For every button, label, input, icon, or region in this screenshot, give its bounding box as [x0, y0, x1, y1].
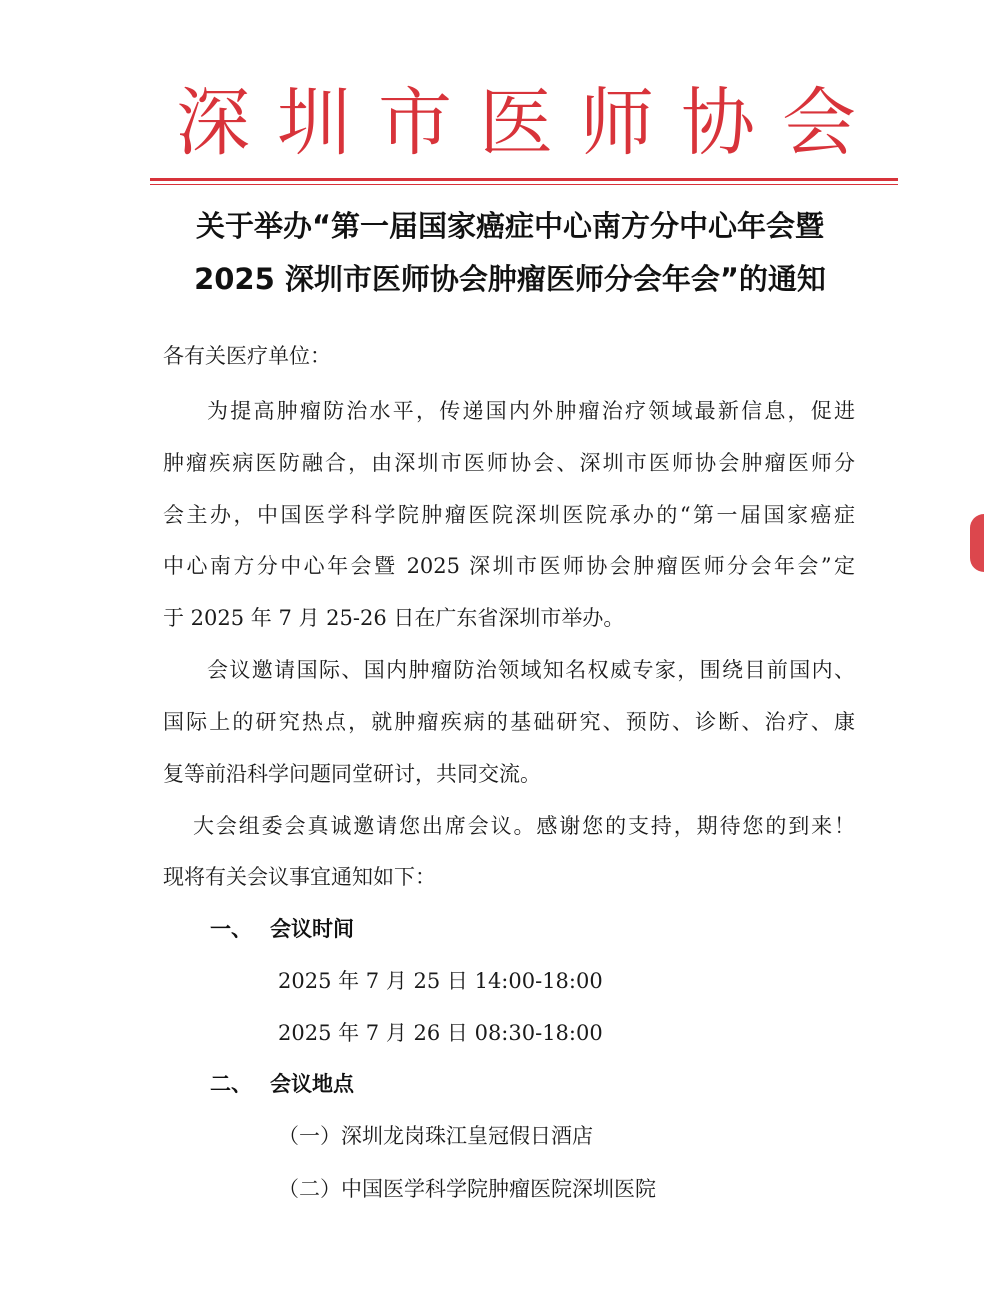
- letterhead-char: 医: [479, 80, 553, 166]
- paragraph-2-line: 国际上的研究热点，就肿瘤疾病的基础研究、预防、诊断、治疗、康: [163, 710, 855, 734]
- letterhead-char: 深: [176, 80, 250, 166]
- letterhead: [0, 78, 984, 168]
- document-title-line-2: 2025 深圳市医师协会肿瘤医师分会年会”的通知: [194, 262, 826, 296]
- paragraph-2-line: 复等前沿科学问题同堂研讨，共同交流。: [163, 762, 541, 786]
- meeting-location-item: （二）中国医学科学院肿瘤医院深圳医院: [278, 1177, 656, 1201]
- letterhead-char: 会: [782, 80, 856, 166]
- meeting-time-item: 2025 年 7 月 26 日 08:30-18:00: [278, 1021, 603, 1045]
- section-1-title: 会议时间: [270, 917, 354, 941]
- paragraph-3-line: 大会组委会真诚邀请您出席会议。感谢您的支持，期待您的到来！: [193, 814, 855, 838]
- letterhead-char: 圳: [277, 80, 351, 166]
- paragraph-2-line: 会议邀请国际、国内肿瘤防治领域知名权威专家，围绕目前国内、: [207, 658, 855, 682]
- paragraph-1-line: 中心南方分中心年会暨 2025 深圳市医师协会肿瘤医师分会年会”定: [163, 554, 855, 578]
- letterhead-char: 师: [580, 80, 654, 166]
- paragraph-1-line: 肿瘤疾病医防融合，由深圳市医师协会、深圳市医师协会肿瘤医师分: [163, 451, 855, 475]
- section-1-heading: [210, 914, 354, 944]
- letterhead-divider: [150, 178, 898, 181]
- section-1-number: 一、: [210, 917, 252, 941]
- paragraph-1-line: 于 2025 年 7 月 25-26 日在广东省深圳市举办。: [163, 606, 625, 630]
- letterhead-char: 市: [378, 80, 452, 166]
- salutation: 各有关医疗单位：: [163, 344, 331, 368]
- letterhead-char: 协: [681, 80, 755, 166]
- letterhead-divider-thin: [150, 184, 898, 185]
- meeting-location-item: （一）深圳龙岗珠江皇冠假日酒店: [278, 1124, 593, 1148]
- seal-edge-mark: [970, 514, 984, 572]
- paragraph-3-line: 现将有关会议事宜通知如下：: [163, 865, 436, 889]
- section-2-heading: [210, 1069, 354, 1099]
- section-2-title: 会议地点: [270, 1072, 354, 1096]
- document-title-line-1: 关于举办“第一届国家癌症中心南方分中心年会暨: [195, 209, 825, 243]
- section-2-number: 二、: [210, 1072, 252, 1096]
- paragraph-1-line: 会主办，中国医学科学院肿瘤医院深圳医院承办的“第一届国家癌症: [163, 503, 855, 527]
- meeting-time-item: 2025 年 7 月 25 日 14:00-18:00: [278, 969, 603, 993]
- paragraph-1-line: 为提高肿瘤防治水平，传递国内外肿瘤治疗领域最新信息，促进: [207, 399, 855, 423]
